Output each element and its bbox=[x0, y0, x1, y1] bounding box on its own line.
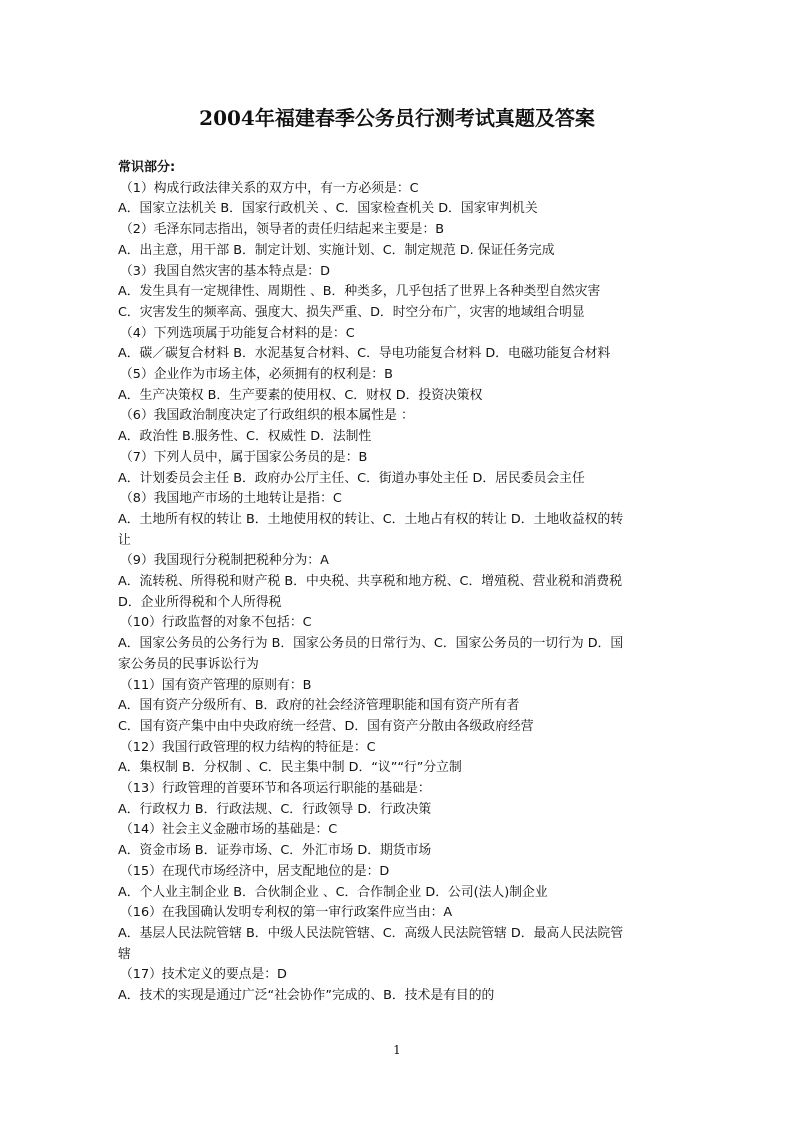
question-line: （12）我国行政管理的权力结构的特征是：C bbox=[120, 739, 376, 755]
option-line: C．灾害发生的频率高、强度大、损失严重、D．时空分布广，灾害的地域组合明显 bbox=[118, 304, 585, 320]
option-line: A．基层人民法院管辖 B．中级人民法院管辖、C．高级人民法院管辖 D．最高人民法院管 bbox=[118, 926, 624, 941]
question-line: （6）我国政治制度决定了行政组织的根本属性是 ： bbox=[120, 408, 414, 424]
option-line: A．集权制 B．分权制 、C．民主集中制 D．“议”“行”分立制 bbox=[118, 760, 462, 776]
option-line: C．国有资产集中由中央政府统一经营、D．国有资产分散由各级政府经营 bbox=[118, 718, 534, 734]
question-line: （17）技术定义的要点是：D bbox=[120, 967, 287, 983]
option-line: D．企业所得税和个人所得税 bbox=[118, 594, 282, 610]
option-line: A．技术的实现是通过广泛“社会协作”完成的、B．技术是有目的的 bbox=[118, 988, 495, 1004]
question-line: （2）毛泽东同志指出，领导者的责任归结起来主要是：B bbox=[120, 222, 445, 238]
document-title: 2004年福建春季公务员行测考试真题及答案 bbox=[199, 106, 595, 130]
question-line: （10）行政监督的对象不包括：C bbox=[120, 615, 312, 631]
question-line: （11）国有资产管理的原则有：B bbox=[120, 677, 312, 693]
page-number: 1 bbox=[393, 1043, 401, 1057]
option-line: A．国家立法机关 B．国家行政机关 、C．国家检查机关 D．国家审判机关 bbox=[118, 201, 538, 217]
question-line: （5）企业作为市场主体，必须拥有的权利是：B bbox=[120, 367, 393, 383]
option-line: A．出主意，用干部 B．制定计划、实施计划、C．制定规范 D. 保证任务完成 bbox=[118, 242, 555, 258]
option-line: A．行政权力 B．行政法规、C．行政领导 D．行政决策 bbox=[118, 801, 432, 817]
question-line: （3）我国自然灾害的基本特点是：D bbox=[120, 263, 330, 279]
option-line: A．流转税、所得税和财产税 B．中央税、共享税和地方税、C．增殖税、营业税和消费税 bbox=[118, 574, 623, 590]
question-line: （4）下列选项属于功能复合材料的是：C bbox=[120, 325, 355, 341]
section-heading: 常识部分: bbox=[118, 160, 176, 175]
option-line: 辖 bbox=[118, 946, 131, 962]
question-line: （9）我国现行分税制把税种分为：A bbox=[120, 553, 329, 569]
option-line: 家公务员的民事诉讼行为 bbox=[118, 656, 259, 672]
question-line: （14）社会主义金融市场的基础是：C bbox=[120, 822, 338, 838]
option-line: A．计划委员会主任 B．政府办公厅主任、C．街道办事处主任 D．居民委员会主任 bbox=[118, 470, 585, 486]
question-line: （13）行政管理的首要环节和各项运行职能的基础是： bbox=[120, 781, 431, 797]
option-line: A．国家公务员的公务行为 B．国家公务员的日常行为、C．国家公务员的一切行为 D．国 bbox=[118, 636, 624, 652]
option-line: A．资金市场 B．证券市场、C．外汇市场 D．期货市场 bbox=[118, 843, 432, 859]
option-line: 让 bbox=[118, 532, 131, 548]
document-body bbox=[118, 158, 682, 1007]
question-line: （15）在现代市场经济中，居支配地位的是：D bbox=[120, 863, 390, 879]
question-list bbox=[118, 179, 682, 1007]
option-line: A．碳／碳复合材料 B．水泥基复合材料、C．导电功能复合材料 D．电磁功能复合材料 bbox=[118, 346, 611, 362]
option-line: A．国有资产分级所有、B．政府的社会经济管理职能和国有资产所有者 bbox=[118, 698, 520, 714]
option-line: A．政治性 B.服务性、C．权威性 D．法制性 bbox=[118, 429, 372, 445]
option-line: A．土地所有权的转让 B．土地使用权的转让、C．土地占有权的转让 D．土地收益权的转 bbox=[118, 511, 624, 527]
option-line: A．个人业主制企业 B．合伙制企业 、C．合作制企业 D．公司(法人)制企业 bbox=[118, 884, 548, 900]
option-line: A．生产决策权 B．生产要素的使用权、C．财权 D．投资决策权 bbox=[118, 387, 483, 403]
question-line: （16）在我国确认发明专利权的第一审行政案件应当由：A bbox=[120, 905, 453, 921]
question-line: （8）我国地产市场的土地转让是指：C bbox=[120, 491, 342, 507]
question-line: （1）构成行政法律关系的双方中，有一方必须是：C bbox=[120, 180, 419, 196]
question-line: （7）下列人员中，属于国家公务员的是：B bbox=[120, 449, 368, 465]
option-line: A．发生具有一定规律性、周期性 、B．种类多，几乎包括了世界上各种类型自然灾害 bbox=[118, 284, 601, 300]
